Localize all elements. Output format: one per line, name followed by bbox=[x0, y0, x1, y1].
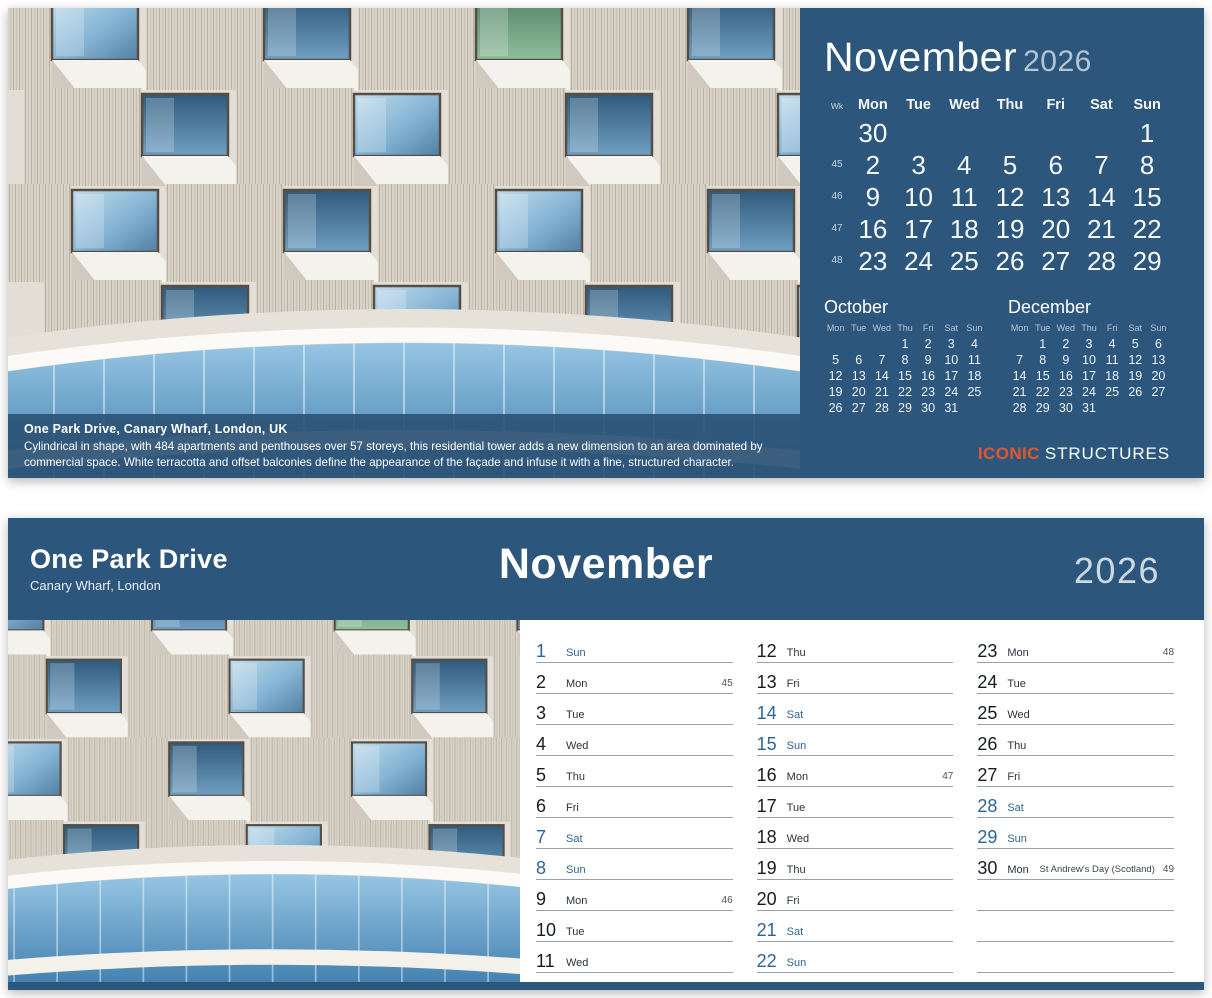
date-row bbox=[757, 849, 954, 880]
mini-month-title: December bbox=[1008, 297, 1092, 317]
date-row bbox=[536, 849, 733, 880]
bottom-year-label: 2026 bbox=[1073, 550, 1160, 591]
day-abbrev: Tue bbox=[786, 802, 806, 814]
date-row bbox=[977, 694, 1174, 725]
date-row bbox=[536, 694, 733, 725]
date-cell bbox=[987, 117, 1033, 149]
day-abbrev: Thu bbox=[566, 771, 585, 783]
date-cell: 8 bbox=[1139, 150, 1155, 180]
day-abbrev: Thu bbox=[1007, 740, 1027, 752]
mini-months bbox=[824, 297, 1170, 416]
caption-body: Cylindrical in shape, with 484 apartments and penthouses over 57 storeys, this residential tower adds a new dimension to an area dominated by commercial space. White terracotta and offset balconies define the appearance of the façade and infuse it with a fine, structured character. bbox=[24, 440, 763, 469]
mini-month-title: October bbox=[824, 297, 889, 317]
date-cell: 26 bbox=[995, 246, 1025, 276]
date-row bbox=[536, 663, 733, 694]
mini-date-cell bbox=[870, 336, 893, 352]
mini-date-cell: 10 bbox=[1082, 353, 1096, 367]
date-number: 26 bbox=[977, 734, 998, 754]
row-right bbox=[722, 678, 733, 691]
day-header: Sat bbox=[1090, 97, 1113, 113]
date-cell: 5 bbox=[1002, 150, 1018, 180]
date-number: 23 bbox=[977, 641, 998, 661]
date-row bbox=[757, 663, 954, 694]
date-cell: 29 bbox=[1132, 246, 1162, 276]
day-abbrev: Sun bbox=[566, 864, 586, 876]
mini-day-header: Fri bbox=[1106, 323, 1118, 333]
mini-date-cell: 20 bbox=[1151, 369, 1166, 383]
date-cell: 12 bbox=[995, 182, 1025, 212]
mini-date-cell: 2 bbox=[1062, 337, 1070, 351]
date-row bbox=[536, 911, 733, 942]
date-cell: 9 bbox=[865, 182, 881, 212]
date-cell: 14 bbox=[1086, 182, 1116, 212]
day-abbrev: Sat bbox=[566, 833, 583, 845]
day-abbrev: Sun bbox=[566, 647, 586, 659]
mini-date-cell: 28 bbox=[1012, 401, 1027, 415]
day-header: Mon bbox=[857, 97, 888, 113]
mini-date-cell: 31 bbox=[944, 401, 959, 415]
date-number: 2 bbox=[536, 672, 547, 692]
date-number: 22 bbox=[756, 951, 777, 971]
caption-title: One Park Drive, Canary Wharf, London, UK bbox=[24, 422, 288, 436]
date-row bbox=[757, 725, 954, 756]
day-abbrev: Thu bbox=[786, 647, 806, 659]
date-cell: 24 bbox=[904, 246, 934, 276]
date-row bbox=[757, 787, 954, 818]
mini-date-cell: 8 bbox=[901, 353, 909, 367]
week-number bbox=[824, 117, 850, 149]
date-number: 29 bbox=[977, 827, 998, 847]
date-number: 25 bbox=[977, 703, 998, 723]
mini-date-cell bbox=[1008, 336, 1031, 352]
date-row bbox=[536, 632, 733, 663]
day-abbrev: Mon bbox=[786, 771, 809, 783]
day-abbrev: Sat bbox=[786, 926, 804, 938]
mini-date-cell: 11 bbox=[967, 353, 981, 367]
date-number: 12 bbox=[756, 641, 777, 661]
mini-date-cell: 31 bbox=[1082, 401, 1096, 415]
date-number: 10 bbox=[536, 920, 557, 940]
bottom-month-title: November bbox=[498, 540, 714, 588]
week-number: 49 bbox=[1162, 864, 1175, 875]
date-number: 15 bbox=[756, 734, 777, 754]
mini-day-header: Sat bbox=[1128, 323, 1143, 333]
day-abbrev: Fri bbox=[786, 895, 800, 907]
date-cell: 13 bbox=[1041, 182, 1071, 212]
date-cell: 23 bbox=[858, 246, 888, 276]
mini-date-cell: 12 bbox=[828, 369, 843, 383]
date-row bbox=[977, 787, 1174, 818]
mini-date-cell: 27 bbox=[1151, 385, 1166, 399]
row-right bbox=[1163, 647, 1174, 660]
day-abbrev: Fri bbox=[566, 802, 579, 814]
date-number: 17 bbox=[756, 796, 777, 816]
mini-date-cell: 22 bbox=[1035, 385, 1050, 399]
mini-day-header: Wed bbox=[872, 323, 892, 333]
date-row bbox=[977, 849, 1174, 880]
date-column bbox=[757, 632, 954, 982]
mini-date-cell: 26 bbox=[1128, 385, 1143, 399]
mini-day-header: Sun bbox=[966, 323, 983, 333]
mini-date-cell: 18 bbox=[967, 369, 982, 383]
day-header: Fri bbox=[1046, 97, 1065, 113]
day-abbrev: Wed bbox=[566, 740, 589, 752]
mini-month bbox=[1008, 297, 1170, 416]
date-row bbox=[977, 818, 1174, 849]
building-location: Canary Wharf, London bbox=[30, 578, 161, 593]
top-panel bbox=[8, 8, 1204, 478]
date-cell bbox=[896, 117, 942, 149]
mini-date-cell: 29 bbox=[898, 401, 912, 415]
date-number: 8 bbox=[536, 858, 547, 878]
date-cell: 28 bbox=[1086, 246, 1116, 276]
mini-day-header: Mon bbox=[1010, 323, 1029, 333]
mini-date-cell: 9 bbox=[924, 353, 932, 367]
building-photo-bottom bbox=[8, 620, 520, 982]
mini-day-header: Tue bbox=[851, 323, 867, 333]
day-abbrev: Sat bbox=[1007, 802, 1024, 814]
mini-date-cell: 4 bbox=[970, 337, 978, 351]
date-number: 4 bbox=[536, 734, 547, 754]
date-cell bbox=[1079, 117, 1125, 149]
mini-day-header: Fri bbox=[922, 323, 934, 333]
date-cell: 17 bbox=[904, 214, 934, 244]
bottom-header bbox=[8, 518, 1204, 620]
mini-date-cell: 14 bbox=[1012, 369, 1027, 383]
building-photo-top bbox=[8, 8, 800, 478]
mini-date-cell: 23 bbox=[921, 385, 936, 399]
date-column bbox=[977, 632, 1174, 982]
mini-date-cell: 10 bbox=[944, 353, 959, 367]
day-abbrev: Wed bbox=[786, 833, 810, 845]
row-right bbox=[942, 771, 953, 784]
week-number: 45 bbox=[831, 159, 843, 170]
mini-date-cell: 16 bbox=[1058, 369, 1073, 383]
mini-month-grid bbox=[1008, 323, 1170, 416]
date-row bbox=[977, 756, 1174, 787]
mini-date-cell: 25 bbox=[1105, 385, 1120, 399]
mini-date-cell: 21 bbox=[1012, 385, 1027, 399]
date-number: 13 bbox=[756, 672, 777, 692]
day-header: Thu bbox=[996, 97, 1024, 113]
mini-day-header: Sun bbox=[1150, 323, 1167, 333]
week-number: 47 bbox=[831, 223, 843, 234]
mini-date-cell: 11 bbox=[1105, 353, 1119, 367]
mini-date-cell: 22 bbox=[898, 385, 912, 399]
date-row bbox=[977, 725, 1174, 756]
date-cell: 16 bbox=[858, 214, 888, 244]
date-number: 14 bbox=[756, 703, 777, 723]
date-number: 7 bbox=[536, 827, 547, 847]
day-abbrev: Tue bbox=[566, 709, 585, 721]
date-cell: 6 bbox=[1048, 150, 1063, 180]
day-abbrev: Sun bbox=[786, 740, 807, 752]
month-title: November bbox=[824, 34, 1018, 80]
mini-date-cell bbox=[963, 400, 986, 416]
mini-date-cell bbox=[847, 336, 870, 352]
year-label: 2026 bbox=[1023, 45, 1092, 78]
mini-date-cell: 26 bbox=[828, 401, 843, 415]
mini-date-cell: 20 bbox=[851, 385, 866, 399]
mini-month-grid bbox=[824, 323, 986, 416]
mini-day-header: Mon bbox=[826, 323, 845, 333]
date-number: 20 bbox=[756, 889, 777, 909]
main-calendar-grid bbox=[824, 89, 1170, 277]
iconic-structures-logo bbox=[978, 444, 1170, 464]
date-columns bbox=[520, 620, 1204, 982]
holiday-note: St Andrew's Day (Scotland) bbox=[1039, 864, 1155, 875]
date-row bbox=[536, 725, 733, 756]
day-abbrev: Wed bbox=[566, 957, 589, 969]
mini-date-cell: 18 bbox=[1105, 369, 1120, 383]
date-cell: 7 bbox=[1094, 150, 1109, 180]
mini-day-header: Sat bbox=[944, 323, 959, 333]
week-number: 47 bbox=[942, 771, 954, 782]
date-cell: 21 bbox=[1086, 214, 1116, 244]
date-number: 21 bbox=[756, 920, 777, 940]
day-abbrev: Fri bbox=[786, 678, 800, 690]
mini-date-cell: 25 bbox=[967, 385, 982, 399]
mini-date-cell: 1 bbox=[1039, 337, 1047, 351]
week-number: 46 bbox=[831, 191, 843, 202]
day-abbrev: Mon bbox=[566, 678, 588, 690]
mini-date-cell: 2 bbox=[924, 337, 932, 351]
building-facade-illustration bbox=[8, 620, 520, 982]
mini-date-cell: 19 bbox=[828, 385, 843, 399]
mini-date-cell: 15 bbox=[1035, 369, 1050, 383]
mini-date-cell bbox=[1124, 400, 1147, 416]
date-column bbox=[536, 632, 733, 982]
mini-date-cell: 15 bbox=[898, 369, 912, 383]
date-number: 9 bbox=[536, 889, 547, 909]
date-number: 6 bbox=[536, 796, 547, 816]
date-row bbox=[536, 818, 733, 849]
date-number: 11 bbox=[536, 951, 555, 971]
date-cell: 3 bbox=[911, 150, 926, 180]
date-cell bbox=[1033, 117, 1079, 149]
mini-date-cell: 23 bbox=[1058, 385, 1073, 399]
mini-date-cell: 17 bbox=[1082, 369, 1096, 383]
mini-date-cell: 24 bbox=[944, 385, 959, 399]
date-cell: 1 bbox=[1139, 118, 1155, 148]
mini-date-cell: 5 bbox=[1131, 337, 1139, 351]
date-number: 30 bbox=[977, 858, 998, 878]
mini-date-cell: 5 bbox=[832, 353, 840, 367]
date-cell: 4 bbox=[957, 150, 972, 180]
day-header: Sun bbox=[1133, 97, 1161, 113]
date-row bbox=[536, 787, 733, 818]
date-row bbox=[977, 911, 1174, 942]
logo-structures: STRUCTURES bbox=[1044, 444, 1170, 463]
mini-date-cell bbox=[1101, 400, 1124, 416]
mini-date-cell bbox=[1147, 400, 1170, 416]
mini-date-cell: 12 bbox=[1128, 353, 1143, 367]
date-row bbox=[757, 632, 954, 663]
mini-date-cell: 17 bbox=[944, 369, 959, 383]
bottom-body bbox=[8, 620, 1204, 982]
mini-date-cell: 1 bbox=[901, 337, 909, 351]
date-cell: 11 bbox=[950, 182, 978, 212]
date-cell: 30 bbox=[858, 118, 888, 148]
date-cell: 25 bbox=[949, 246, 979, 276]
mini-date-cell: 27 bbox=[851, 401, 866, 415]
mini-date-cell: 3 bbox=[947, 337, 955, 351]
photo-caption bbox=[8, 414, 800, 478]
calendar-title bbox=[824, 34, 1170, 81]
date-row bbox=[757, 694, 954, 725]
date-number: 16 bbox=[756, 765, 777, 785]
date-row bbox=[757, 911, 954, 942]
date-number: 5 bbox=[536, 765, 547, 785]
mini-day-header: Tue bbox=[1035, 323, 1051, 333]
row-right bbox=[722, 895, 733, 908]
mini-date-cell: 9 bbox=[1062, 353, 1070, 367]
mini-date-cell: 24 bbox=[1082, 385, 1096, 399]
day-abbrev: Thu bbox=[786, 864, 806, 876]
date-number: 19 bbox=[756, 858, 777, 878]
month-calendar-panel bbox=[800, 8, 1204, 478]
date-cell: 22 bbox=[1132, 214, 1162, 244]
day-abbrev: Tue bbox=[1007, 678, 1026, 690]
building-name: One Park Drive bbox=[30, 544, 228, 574]
date-cell: 19 bbox=[995, 214, 1025, 244]
mini-date-cell: 28 bbox=[874, 401, 889, 415]
building-facade-illustration bbox=[8, 8, 800, 478]
mini-date-cell: 4 bbox=[1108, 337, 1116, 351]
date-row bbox=[536, 880, 733, 911]
day-abbrev: Wed bbox=[1007, 709, 1030, 721]
wk-column-header: Wk bbox=[830, 101, 844, 111]
day-abbrev: Tue bbox=[566, 926, 585, 938]
date-row bbox=[757, 818, 954, 849]
day-abbrev: Fri bbox=[1007, 771, 1021, 783]
date-number: 28 bbox=[977, 796, 998, 816]
mini-date-cell: 8 bbox=[1039, 353, 1047, 367]
date-cell: 10 bbox=[904, 182, 934, 212]
mini-date-cell: 6 bbox=[855, 353, 863, 367]
logo-iconic: ICONIC bbox=[977, 444, 1040, 463]
date-row bbox=[977, 942, 1174, 973]
day-abbrev: Mon bbox=[1007, 647, 1029, 659]
bottom-panel bbox=[8, 518, 1204, 990]
date-cell bbox=[941, 117, 987, 149]
day-header: Wed bbox=[949, 97, 980, 113]
day-abbrev: Sat bbox=[786, 709, 804, 721]
week-number: 46 bbox=[721, 895, 733, 906]
mini-date-cell: 19 bbox=[1128, 369, 1143, 383]
date-number: 3 bbox=[536, 703, 547, 723]
date-row bbox=[977, 663, 1174, 694]
row-right bbox=[1040, 864, 1174, 877]
mini-date-cell: 30 bbox=[921, 401, 936, 415]
date-row bbox=[977, 880, 1174, 911]
mini-date-cell: 21 bbox=[874, 385, 889, 399]
day-abbrev: Sun bbox=[786, 957, 807, 969]
week-number: 45 bbox=[721, 678, 733, 689]
mini-date-cell: 7 bbox=[878, 353, 886, 367]
mini-date-cell: 30 bbox=[1058, 401, 1073, 415]
mini-day-header: Thu bbox=[1081, 323, 1097, 333]
date-row bbox=[977, 632, 1174, 663]
mini-date-cell: 29 bbox=[1035, 401, 1050, 415]
mini-day-header: Wed bbox=[1056, 323, 1076, 333]
date-number: 18 bbox=[756, 827, 777, 847]
date-number: 1 bbox=[536, 641, 547, 661]
mini-date-cell: 7 bbox=[1016, 353, 1024, 367]
day-abbrev: Mon bbox=[1007, 864, 1029, 876]
date-row bbox=[757, 880, 954, 911]
mini-date-cell: 14 bbox=[874, 369, 889, 383]
mini-date-cell: 13 bbox=[851, 369, 866, 383]
date-cell: 20 bbox=[1041, 214, 1071, 244]
day-header: Tue bbox=[906, 97, 931, 113]
mini-date-cell: 13 bbox=[1151, 353, 1166, 367]
week-number: 48 bbox=[831, 255, 843, 266]
mini-date-cell: 16 bbox=[921, 369, 936, 383]
mini-day-header: Thu bbox=[897, 323, 913, 333]
date-number: 27 bbox=[977, 765, 998, 785]
date-cell: 27 bbox=[1041, 246, 1071, 276]
date-cell: 2 bbox=[865, 150, 881, 180]
day-abbrev: Mon bbox=[566, 895, 588, 907]
mini-month bbox=[824, 297, 986, 416]
date-cell: 18 bbox=[949, 214, 979, 244]
week-number: 48 bbox=[1162, 647, 1175, 658]
date-row bbox=[536, 942, 733, 973]
bottom-edge-strip bbox=[8, 982, 1204, 990]
mini-date-cell: 6 bbox=[1154, 337, 1162, 351]
mini-date-cell: 3 bbox=[1085, 337, 1093, 351]
date-row bbox=[757, 756, 954, 787]
date-row bbox=[757, 942, 954, 973]
mini-date-cell bbox=[824, 336, 847, 352]
date-cell: 15 bbox=[1132, 182, 1162, 212]
day-abbrev: Sun bbox=[1007, 833, 1027, 845]
date-number: 24 bbox=[977, 672, 998, 692]
date-row bbox=[536, 756, 733, 787]
